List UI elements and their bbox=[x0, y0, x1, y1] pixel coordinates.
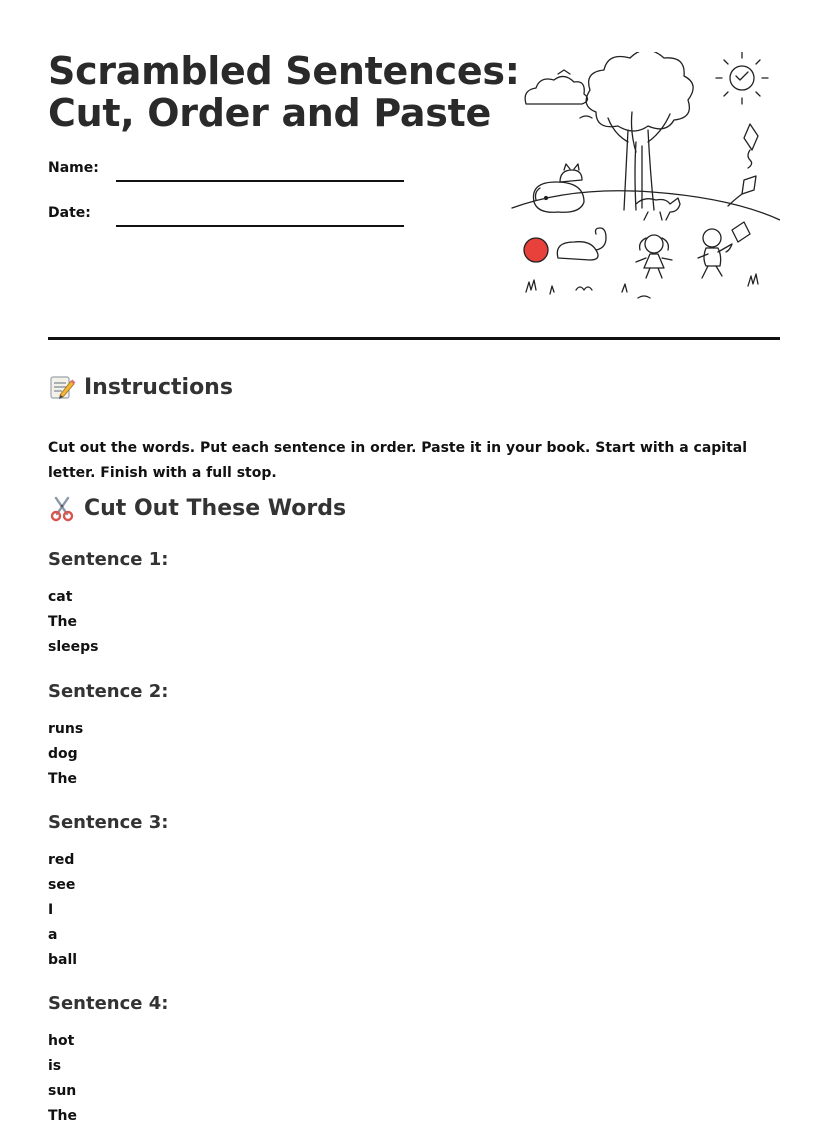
sentence-3-words bbox=[48, 848, 77, 973]
page-title bbox=[48, 50, 520, 134]
grass-icon bbox=[526, 274, 758, 298]
word-card[interactable]: runs bbox=[48, 721, 84, 737]
word-card[interactable]: is bbox=[48, 1058, 62, 1074]
sentence-1-label: Sentence 1: bbox=[48, 549, 169, 570]
memo-icon bbox=[48, 373, 76, 401]
word-card[interactable]: sun bbox=[48, 1083, 77, 1099]
word-card[interactable]: I bbox=[48, 902, 54, 918]
scissors-icon bbox=[48, 494, 76, 522]
dog-icon bbox=[533, 182, 584, 212]
name-label: Name: bbox=[48, 160, 99, 176]
word-card[interactable]: The bbox=[48, 771, 78, 787]
sentence-3-label: Sentence 3: bbox=[48, 812, 169, 833]
word-card[interactable]: The bbox=[48, 1108, 78, 1124]
word-card[interactable]: sleeps bbox=[48, 639, 99, 655]
title-line-2: Cut, Order and Paste bbox=[48, 91, 491, 135]
cut-out-heading-text: Cut Out These Words bbox=[84, 495, 347, 521]
name-write-line[interactable] bbox=[116, 180, 404, 182]
instructions-heading bbox=[48, 373, 233, 401]
name-field[interactable] bbox=[48, 160, 408, 184]
title-line-1: Scrambled Sentences: bbox=[48, 49, 520, 93]
word-card[interactable]: The bbox=[48, 614, 78, 630]
cloud-icon bbox=[525, 76, 587, 104]
worksheet-page bbox=[48, 0, 780, 1124]
instructions-text: Cut out the words. Put each sentence in order. Paste it in your book. Start with a capital letter. Finish with a full stop. bbox=[48, 440, 748, 481]
kite-icon-2 bbox=[728, 176, 756, 206]
girl-icon bbox=[636, 235, 672, 278]
header-divider bbox=[48, 337, 780, 340]
cut-out-heading bbox=[48, 494, 346, 522]
word-card[interactable]: a bbox=[48, 927, 58, 943]
cat-icon bbox=[560, 164, 582, 182]
lying-cat-icon bbox=[557, 228, 606, 260]
word-card[interactable]: red bbox=[48, 852, 75, 868]
sentence-2-label: Sentence 2: bbox=[48, 681, 169, 702]
word-card[interactable]: cat bbox=[48, 589, 73, 605]
worksheet-header bbox=[48, 0, 780, 300]
word-card[interactable]: ball bbox=[48, 952, 78, 968]
word-card[interactable]: hot bbox=[48, 1033, 75, 1049]
boy-icon bbox=[698, 222, 750, 278]
word-card[interactable]: dog bbox=[48, 746, 78, 762]
park-illustration bbox=[510, 52, 780, 302]
kite-icon-1 bbox=[744, 124, 758, 168]
sentence-4-label: Sentence 4: bbox=[48, 993, 169, 1014]
ball-icon bbox=[524, 238, 548, 262]
sentence-4-words bbox=[48, 1029, 77, 1129]
word-card[interactable]: see bbox=[48, 877, 76, 893]
instructions-heading-text: Instructions bbox=[84, 374, 233, 400]
sentence-1-words bbox=[48, 585, 98, 660]
bird-icon-2 bbox=[580, 116, 592, 118]
sentence-2-words bbox=[48, 717, 83, 792]
sun-icon-group bbox=[716, 52, 768, 104]
date-field[interactable] bbox=[48, 205, 408, 229]
date-label: Date: bbox=[48, 205, 91, 221]
bird-icon bbox=[558, 70, 570, 74]
date-write-line[interactable] bbox=[116, 225, 404, 227]
tree-icon bbox=[586, 52, 693, 210]
